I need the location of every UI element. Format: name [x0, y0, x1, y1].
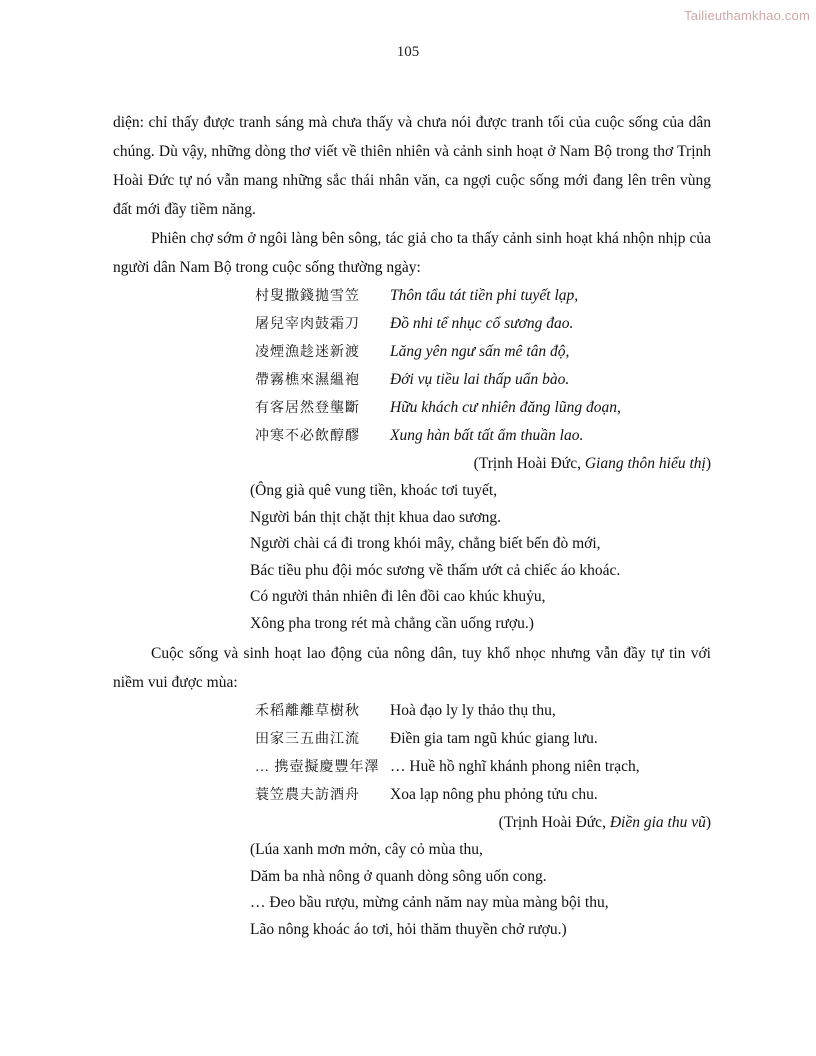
poem-line-vietnamese: Đới vụ tiều lai thấp uẩn bào. [390, 371, 570, 388]
poem-lines-1 [255, 282, 711, 450]
poem-line [255, 338, 711, 366]
poem-line [255, 310, 711, 338]
translation-line: Có người thản nhiên đi lên đồi cao khúc khuỷu, [250, 588, 546, 605]
poem-block-1 [255, 282, 711, 450]
poem-line [255, 394, 711, 422]
poem-line-vietnamese: Xoa lạp nông phu phỏng tửu chu. [390, 786, 598, 803]
attribution-prefix: (Trịnh Hoài Đức, [473, 455, 585, 472]
poem-line-vietnamese: Thôn tẩu tát tiền phi tuyết lạp, [390, 287, 579, 304]
translation-line: … Đeo bầu rượu, mừng cảnh năm nay mùa màng bội thu, [250, 894, 609, 911]
poem-attribution-1 [113, 450, 711, 478]
poem-line [255, 781, 711, 809]
page-number: 105 [396, 44, 420, 60]
poem-lines-2 [255, 697, 711, 809]
translation-line: Xông pha trong rét mà chẳng cần uống rượu.) [250, 614, 534, 632]
translation-line: Người chài cá đi trong khói mây, chẳng biết bến đò mới, [250, 535, 601, 552]
translation-line: (Lúa xanh mơn mởn, cây cỏ mùa thu, [250, 841, 483, 858]
paragraph-market: Phiên chợ sớm ở ngôi làng bên sông, tác giả cho ta thấy cảnh sinh hoạt khá nhộn nhịp của người dân Nam Bộ trong cuộc sống thường ngày: [113, 230, 711, 276]
translation-block-1 [250, 478, 711, 637]
poem-line-chinese: 蓑笠農夫訪酒舟 [255, 788, 360, 803]
watermark: Tailieuthamkhao.com [684, 8, 810, 23]
poem-line-vietnamese: Lăng yên ngư sấn mê tân độ, [390, 343, 570, 360]
attribution-title: Giang thôn hiểu thị [584, 455, 706, 472]
paragraph-farmers: Cuộc sống và sinh hoạt lao động của nông dân, tuy khổ nhọc nhưng vẫn đầy tự tin với niềm vui được mùa: [113, 645, 711, 691]
translation-line: Bác tiều phu đội móc sương về thấm ướt cả chiếc áo khoác. [250, 561, 621, 579]
attribution-suffix: ) [705, 814, 711, 831]
poem-line-vietnamese: Điền gia tam ngũ khúc giang lưu. [390, 730, 598, 747]
poem-line-chinese: 村叟撒錢拋雪笠 [255, 289, 360, 304]
attribution-title: Điền gia thu vũ [609, 814, 706, 831]
poem-line [255, 697, 711, 725]
poem-line-chinese: 田家三五曲江流 [255, 732, 360, 747]
poem-line-chinese: 帶霧樵來濕縕袍 [255, 373, 360, 388]
poem-line-vietnamese: … Huề hồ nghĩ khánh phong niên trạch, [390, 758, 640, 775]
translation-block-2 [250, 837, 711, 943]
poem-line [255, 422, 711, 450]
poem-line-vietnamese: Đồ nhi tể nhục cổ sương đao. [390, 315, 574, 332]
translation-line: (Ông già quê vung tiền, khoác tơi tuyết, [250, 482, 498, 499]
poem-line [255, 725, 711, 753]
attribution-suffix: ) [705, 455, 711, 472]
poem-attribution-2 [113, 809, 711, 837]
page-content [113, 108, 711, 943]
poem-line [255, 282, 711, 310]
paragraph-intro: diện: chỉ thấy được tranh sáng mà chưa thấy và chưa nói được tranh tối của cuộc sống của dân chúng. Dù vậy, những dòng thơ viết về thiên nhiên và cảnh sinh hoạt ở Nam Bộ trong thơ Trịnh Hoài Đức tự nó vẫn mang những sắc thái nhân văn, ca ngợi cuộc sống mới đang lên trên vùng đất mới đầy tiềm năng. [113, 114, 711, 218]
poem-line [255, 366, 711, 394]
poem-line [255, 753, 711, 781]
poem-line-vietnamese: Hoà đạo ly ly thảo thụ thu, [390, 702, 556, 719]
poem-line-vietnamese: Hữu khách cư nhiên đăng lũng đoạn, [390, 399, 621, 416]
poem-line-chinese: 冲寒不必飲醇醪 [255, 429, 360, 444]
poem-line-chinese: … 携壺擬慶豐年澤 [255, 760, 380, 775]
translation-line: Dăm ba nhà nông ở quanh dòng sông uốn cong. [250, 867, 547, 885]
attribution-prefix: (Trịnh Hoài Đức, [498, 814, 610, 831]
poem-line-chinese: 禾稻離離草樹秋 [255, 704, 360, 719]
poem-line-vietnamese: Xung hàn bất tất ẩm thuần lao. [390, 427, 584, 444]
translation-line: Lão nông khoác áo tơi, hỏi thăm thuyền chở rượu.) [250, 920, 567, 938]
poem-block-2 [255, 697, 711, 809]
poem-line-chinese: 有客居然登壟斷 [255, 401, 360, 416]
translation-line: Người bán thịt chặt thịt khua dao sương. [250, 508, 502, 526]
poem-line-chinese: 屠兒宰肉鼓霜刀 [255, 317, 360, 332]
poem-line-chinese: 凌煙漁趁迷新渡 [255, 345, 360, 360]
